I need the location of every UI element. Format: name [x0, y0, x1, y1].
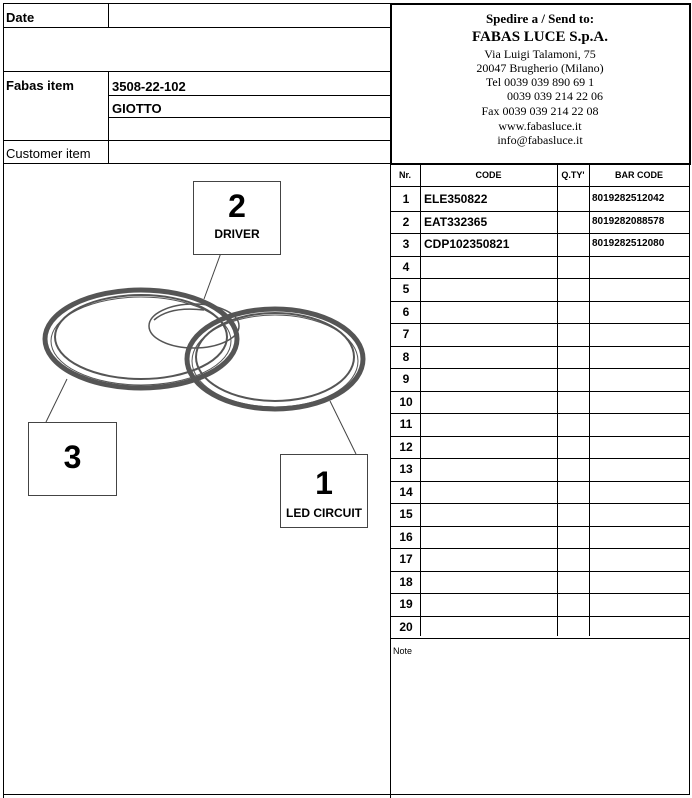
- fabas-item-label: Fabas item: [6, 78, 74, 93]
- row-barcode: 8019282088578: [592, 215, 665, 227]
- table-row-line: [390, 526, 689, 527]
- row-number: 11: [399, 417, 413, 431]
- ship-to-company: FABAS LUCE S.p.A.: [471, 29, 608, 45]
- callout-3-number: 3: [63, 439, 82, 475]
- callout-led-number: 1: [315, 465, 333, 501]
- item-code-bottom-line: [108, 95, 390, 96]
- col-divider-nr: [420, 165, 421, 636]
- date-bottom-line: [3, 27, 390, 28]
- row-number: 12: [399, 439, 413, 454]
- table-row-line: [390, 593, 689, 594]
- row-number: 2: [402, 214, 410, 229]
- item-name-bottom-line: [108, 117, 390, 118]
- callout-led-circuit: [280, 454, 368, 528]
- table-row-line: [390, 616, 689, 617]
- row-number: 5: [402, 282, 410, 296]
- leader-line-led: [330, 401, 356, 454]
- row-number: 4: [402, 259, 410, 274]
- note-label: Note: [393, 646, 413, 656]
- row-code: EAT332365: [424, 214, 488, 229]
- col-header-barcode: BAR CODE: [614, 170, 663, 180]
- table-row-line: [390, 571, 689, 572]
- table-row-line: [390, 211, 689, 212]
- row-number: 9: [402, 372, 410, 386]
- table-row-line: [390, 458, 689, 459]
- frame-bottom: [3, 794, 690, 795]
- blank-row-bottom-line: [3, 71, 390, 72]
- row-number: 17: [399, 552, 413, 566]
- ship-to-fax: Fax 0039 039 214 22 08: [481, 104, 599, 118]
- row-number: 10: [399, 394, 413, 409]
- col-header-code: CODE: [475, 170, 502, 180]
- ship-to-tel: Tel 0039 039 890 69 1: [485, 75, 595, 89]
- table-row-line: [390, 391, 689, 392]
- customer-item-label: Customer item: [6, 146, 91, 161]
- row-number: 20: [399, 619, 413, 634]
- row-code: CDP102350821: [424, 237, 510, 251]
- table-row-line: [390, 548, 689, 549]
- table-header-line: [390, 186, 689, 187]
- row-code: ELE350822: [424, 192, 488, 206]
- row-number: 15: [399, 507, 413, 521]
- row-number: 14: [399, 484, 413, 499]
- table-row-line: [390, 301, 689, 302]
- leader-line-3: [46, 379, 67, 422]
- table-row-line: [390, 256, 689, 257]
- row-number: 19: [399, 597, 413, 611]
- ship-to-city: 20047 Brugherio (Milano): [476, 61, 604, 75]
- callout-part-3: [28, 422, 117, 496]
- row-barcode: 8019282512042: [592, 193, 665, 204]
- row-number: 8: [402, 349, 410, 364]
- table-row-line: [390, 278, 689, 279]
- row-number: 18: [399, 574, 413, 589]
- date-divider: [108, 3, 109, 27]
- table-row-line: [390, 413, 689, 414]
- fabas-item-code: 3508-22-102: [112, 79, 186, 94]
- row-number: 1: [402, 192, 410, 206]
- ship-to-email[interactable]: info@fabasluce.it: [497, 133, 583, 147]
- frame-top-left: [3, 3, 390, 4]
- table-row-line: [390, 481, 689, 482]
- frame-right: [689, 163, 690, 794]
- fabas-item-name: GIOTTO: [112, 101, 162, 116]
- row-number: 16: [399, 529, 413, 544]
- row-number: 13: [399, 462, 413, 476]
- table-row-line: [390, 323, 689, 324]
- table-row-line: [390, 638, 689, 639]
- ship-to-street: Via Luigi Talamoni, 75: [484, 47, 596, 61]
- ship-to-web[interactable]: www.fabasluce.it: [498, 119, 582, 133]
- ship-to-tel-2: 0039 039 214 22 06: [507, 89, 603, 103]
- table-row-line: [390, 233, 689, 234]
- callout-driver: [193, 181, 281, 255]
- row-number: 6: [402, 304, 410, 319]
- table-row-line: [390, 436, 689, 437]
- callout-led-label: LED CIRCUIT: [286, 506, 362, 520]
- table-top-line: [390, 163, 689, 165]
- customer-item-top-line: [3, 140, 390, 141]
- row-barcode: 8019282512080: [592, 238, 665, 249]
- right-ring: [187, 309, 363, 409]
- table-row-line: [390, 503, 689, 504]
- leader-line-driver: [204, 250, 222, 299]
- col-header-qty: Q.TY': [561, 170, 585, 180]
- col-header-nr: Nr.: [398, 170, 411, 180]
- callout-driver-label: DRIVER: [214, 227, 260, 241]
- col-divider-qty: [589, 165, 590, 636]
- col-divider-code: [557, 165, 558, 636]
- table-row-line: [390, 368, 689, 369]
- row-number: 3: [402, 237, 410, 251]
- row-number: 7: [402, 327, 410, 341]
- callout-driver-number: 2: [228, 188, 246, 224]
- ship-to-heading: Spedire a / Send to:: [485, 11, 595, 26]
- table-row-line: [390, 346, 689, 347]
- date-label: Date: [6, 10, 35, 25]
